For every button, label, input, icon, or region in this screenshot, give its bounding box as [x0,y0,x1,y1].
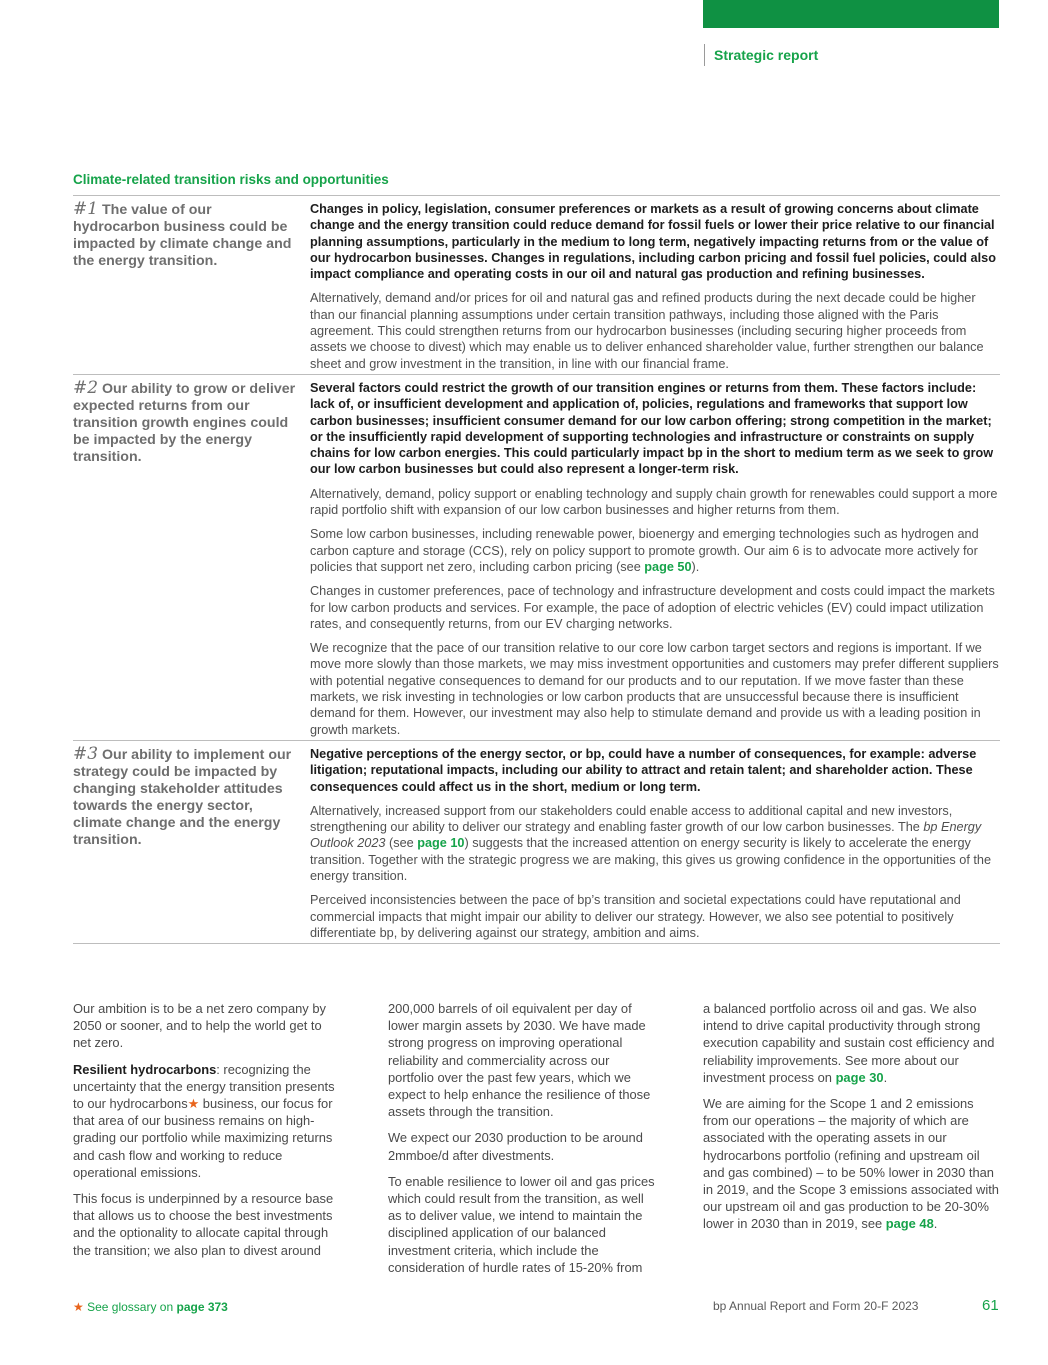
body-paragraph: This focus is underpinned by a resource base that allows us to choose the best investments and the optionality to allocate capital through the transition; we also plan to divest around [73,1191,334,1258]
body-paragraph: Our ambition is to be a net zero company by 2050 or sooner, and to help the world get to net zero. [73,1001,326,1051]
glossary-note [73,1300,228,1314]
body-paragraph: To enable resilience to lower oil and gas prices which could result from the transition, as well as to deliver value, we intend to maintain the disciplined application of our balanced investment criteria, which include the consideration of hurdle rates of 15-20% from [388,1173,655,1275]
risk-row-3 [73,741,1000,944]
text-run: Some low carbon businesses, including renewable power, bioenergy and emerging technologies such as hydrogen and carbon capture and storage (CCS), rely on policy support to promote growth. Our aim 6 is to advocate more actively for policies that support net zero, including carbon pricing (see [310,527,979,574]
body-paragraph: We expect our 2030 production to be around 2mmboe/d after divestments. [388,1130,643,1163]
text-run: ) suggests that the increased attention on energy security is likely to accelerate the energy transition. Together with the strategic progress we are making, this gives us growing confidence in the opportunities of the energy transition. [310,836,992,883]
text-run: We are aiming for the Scope 1 and 2 emissions from our operations – the majority of which are associated with the operating assets in our hydrocarbons portfolio (refining and upstream oil and gas combined) – to be 50% lower in 2030 than in 2019, and the Scope 3 emissions associated with our upstream oil and gas production to be 20-30% lower in 2030 than in 2019, see [703,1096,999,1232]
page-48-link[interactable]: page 48 [885,1216,934,1232]
subheading-inline: Resilient hydrocarbons [73,1061,217,1077]
risk-lead: Negative perceptions of the energy sector, or bp, could have a number of consequences, for example: adverse litigation; reputational impacts, including our ability to attract and retain talent; and shareholder action. These consequences could affect us in the short, medium or long term. [310,746,977,794]
risk-number: #2 [73,377,99,398]
glossary-page-link[interactable]: page 373 [176,1300,228,1314]
risk-description [310,201,1000,372]
section-label: Strategic report [704,44,818,66]
body-columns [73,1000,1000,1285]
risk-heading [73,377,310,738]
risk-paragraph [310,526,1000,575]
risk-number: #3 [73,743,99,764]
star-icon: ★ [73,1300,84,1314]
report-title: bp Annual Report and Form 20-F 2023 [713,1299,919,1313]
body-column-1 [73,1000,343,1285]
text-run: . [883,1069,888,1085]
text-run: business, our focus for that area of our business remains on high-grading our portfolio while maximizing returns and cash flow and working to reduce operational emissions. [73,1096,333,1180]
body-paragraph: 200,000 barrels of oil equivalent per day of lower margin assets by 2030. We have made strong progress on improving operational reliability and commerciality across our portfolio over the past few years, which we expect to help enhance the resilience of those assets through the transition. [388,1001,651,1120]
body-paragraph [73,1061,343,1181]
page-50-link[interactable]: page 50 [644,559,692,574]
body-paragraph [703,1095,1000,1233]
text-run: See glossary on [83,1300,177,1314]
risk-heading-text: The value of our hydrocarbon business could be impacted by climate change and the energy transition. [73,202,292,269]
risk-heading [73,743,310,941]
risk-description [310,746,1000,941]
risk-row-1 [73,196,1000,375]
text-run: : recognizing the uncertainty that the energy transition presents to our hydrocarbons [73,1061,335,1112]
risk-row-2 [73,375,1000,741]
body-column-3 [703,1000,1000,1285]
text-run: Alternatively, increased support from our stakeholders could enable access to additional capital and new investors, strengthening our ability to deliver our strategy and enabling faster growth of our low carbon businesses. The [310,803,953,835]
risk-paragraph: Changes in customer preferences, pace of technology and infrastructure development and costs could impact the markets for low carbon products and services. For example, the pace of adoption of electric vehicles (EV) could impact utilization rates, and consequently returns, from our EV charging networks. [310,584,995,631]
glossary-star-icon: ★ [187,1096,200,1112]
risk-paragraph: We recognize that the pace of our transition relative to our core low carbon target sectors and regions is important. If we move more slowly than those markets, we may miss investment opportunities and customers may prefer different suppliers with potential negative consequences to demand for our products and to our reputation. If we move faster than these markets, we risk investing in technologies or low carbon products that are unsuccessful because there is insufficient demand for them. However, our investment may also help to stimulate demand and provide us with a leading position in growth markets. [310,641,999,737]
text-run: . [933,1216,938,1232]
risk-description [310,380,1000,738]
text-run: ). [691,559,700,574]
risk-heading [73,201,310,372]
header-accent-bar [703,0,999,28]
risk-heading-text: Our ability to implement our strategy could be impacted by changing stakeholder attitudes towards the energy sector, climate change and the energy transition. [73,746,292,848]
risk-lead: Changes in policy, legislation, consumer preferences or markets as a result of growing concerns about climate change and the energy transition could reduce demand for fossil fuels or lower their price relative to our financial planning assumptions, particularly in the medium to long term, negatively impacting returns from or the value of our hydrocarbon businesses. Changes in regulations, including carbon pricing and fossil fuel policies, could also impact compliance and operating costs in our oil and natural gas production and refining businesses. [310,202,996,282]
risk-number: #1 [73,199,99,219]
text-run: a balanced portfolio across oil and gas. We also intend to drive capital productivity through strong execution capability and sustain cost efficiency and reliability improvements. See more about our investment process on [703,1001,995,1085]
page-number: 61 [982,1297,999,1314]
page-10-link[interactable]: page 10 [417,836,465,851]
risk-paragraph: Alternatively, demand, policy support or enabling technology and supply chain growth for renewables could support a more rapid portfolio shift with expansion of our low carbon businesses and higher returns from them. [310,486,998,518]
risk-table-title: Climate-related transition risks and opportunities [73,172,389,187]
risk-paragraph: Perceived inconsistencies between the pace of bp’s transition and societal expectations could have reputational and commercial impacts that might impair our ability to deliver our strategy. However, we also see potential to positively differentiate bp, by delivering against our strategy, ambition and aims. [310,893,961,940]
risk-heading-text: Our ability to grow or deliver expected returns from our transition growth engines could be impacted by the energy transition. [73,380,296,465]
text-run: (see [385,836,418,851]
page-30-link[interactable]: page 30 [835,1069,884,1085]
body-column-2 [388,1000,658,1285]
body-paragraph [703,1000,1000,1086]
risk-paragraph: Alternatively, demand and/or prices for oil and natural gas and refined products during the next decade could be higher than our financial planning assumptions under certain transition pathways, including those aligned with the Paris agreement. This could strengthen returns from our hydrocarbon businesses (including securing higher proceeds from assets we choose to divest) which may enable us to deliver enhanced shareholder value, further strengthen our balance sheet and grow investment in the transition, in line with our financial frame. [310,291,984,371]
publication-title: bp Energy Outlook 2023 [310,820,982,851]
risk-paragraph [310,803,1000,884]
risk-lead: Several factors could restrict the growth of our transition engines or returns from them. These factors include: lack of, or insufficient development and application of, policies, regulations and frameworks that support low carbon businesses; insufficient consumer demand for our low carbon offering; strong competition in the market; or the insufficiently rapid development of supporting technologies and infrastructure or constraints on supply chains for low carbon energies. This could particularly impact bp in the short to medium term as we seek to grow our low carbon businesses but could also represent a longer-term risk. [310,380,994,477]
risk-table [73,195,1000,944]
